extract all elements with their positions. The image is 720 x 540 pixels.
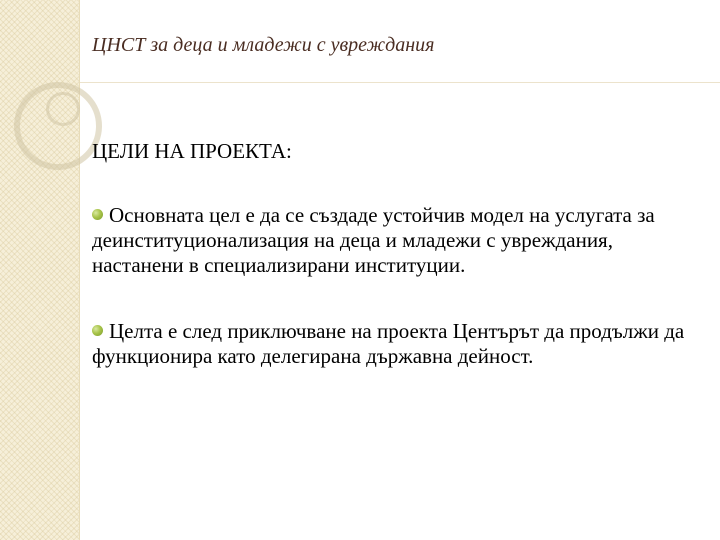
slide-title: ЦНСТ за деца и младежи с увреждания — [92, 34, 435, 56]
green-bullet-icon — [92, 209, 103, 220]
bullet-item-1 — [92, 203, 707, 278]
header-divider — [80, 82, 720, 83]
bullet-item-2 — [92, 319, 707, 369]
bullet-text-1: Основната цел е да се създаде устойчив модел на услугата за деинституционализация на деца и младежи с увреждания, настанени в специализирани институции. — [92, 203, 655, 277]
decorative-side-band — [0, 0, 80, 540]
section-heading: ЦЕЛИ НА ПРОЕКТА: — [92, 139, 292, 163]
bullet-text-2: Целта е след приключване на проекта Центърът да продължи да функционира като делегирана държавна дейност. — [92, 319, 685, 368]
side-band-edge — [79, 0, 80, 540]
decorative-ring-small — [46, 92, 80, 126]
green-bullet-icon — [92, 325, 103, 336]
